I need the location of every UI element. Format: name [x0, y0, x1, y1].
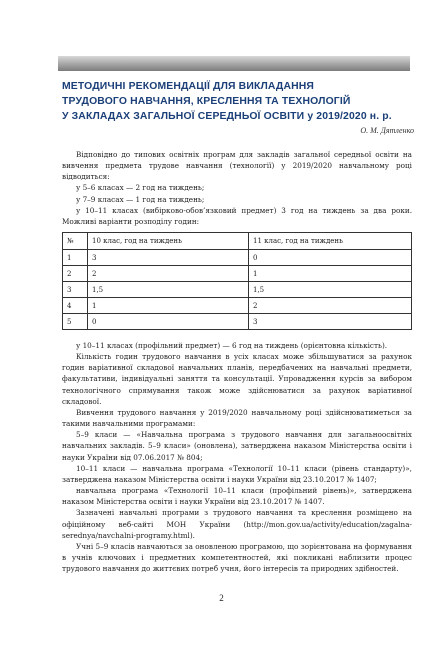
table-cell: 1,5 [249, 282, 412, 298]
table-cell: 2 [88, 266, 249, 282]
paragraph: у 7–9 класах — 1 год на тиждень; [76, 194, 205, 204]
paragraph: у 10–11 класах (профільний предмет) — 6 год на тиждень (орієнтовна кількість). [76, 341, 388, 350]
paragraph: 10–11 класи — навчальна програма «Технології 10–11 класи (рівень стандарту)», затверджена наказом Міністерства освіти і науки України від 23.10.2017 № 1407; [62, 463, 412, 484]
paragraph: у 10–11 класах (вибірково-обов’язковий предмет) 3 год на тиждень за два роки. Можливі варіанти розподілу годин: [62, 205, 412, 226]
paragraph: Відповідно до типових освітніх програм для закладів загальної середньої освіти на вивчення предмета трудове навчання (технології) у 2019/2020 навчальному році відводиться: [62, 150, 412, 182]
table-cell: 3 [249, 314, 412, 330]
table-cell: 1 [249, 266, 412, 282]
title-line: МЕТОДИЧНІ РЕКОМЕНДАЦІЇ ДЛЯ ВИКЛАДАННЯ [62, 81, 315, 92]
table-cell: 5 [63, 314, 88, 330]
table-header-row [63, 233, 412, 250]
main-text [62, 340, 412, 574]
paragraph: навчальна програма «Технології 10–11 класи (профільний рівень)», затверджена наказом Міністерства освіти і науки України від 23.10.2017 № 1407. [62, 486, 412, 507]
page-number: 2 [219, 593, 224, 603]
paragraph: Зазначені навчальні програми з трудового навчання та креслення розміщено на офіційному веб-сайті МОН України (http://mon.gov.ua/activity/education/zagalna-serednya/navchalni-programy.html). [62, 508, 412, 540]
header-banner [58, 56, 410, 71]
hours-distribution-table [62, 232, 412, 330]
table-cell: 3 [88, 250, 249, 266]
table-cell: 0 [88, 314, 249, 330]
table-row [63, 266, 412, 282]
table-cell: 1 [88, 298, 249, 314]
paragraph: Кількість годин трудового навчання в усіх класах може збільшуватися за рахунок годин варіативної складової навчальних планів, передбачених на навчальні предмети, факультативи, індивідуальні заняття та консультації. Упровадження курсів за вибором технологічного спрямування також може здійснюватися за рахунок варіативної складової. [62, 352, 412, 406]
title-line: ТРУДОВОГО НАВЧАННЯ, КРЕСЛЕННЯ ТА ТЕХНОЛОГІЙ [62, 96, 351, 107]
table-row [63, 298, 412, 314]
paragraph: Учні 5–9 класів навчаються за оновленою програмою, що зорієнтована на формування в учнів ключових і предметних компетентностей, які покликані наблизити процес трудового навчання до життєвих потреб учня, його інтересів та природних здібностей. [62, 541, 412, 574]
column-header: № [63, 233, 88, 250]
table-cell: 0 [249, 250, 412, 266]
intro-text [62, 149, 412, 227]
table-cell: 2 [249, 298, 412, 314]
column-header: 10 клас, год на тиждень [88, 233, 249, 250]
document-title [62, 79, 412, 124]
table-cell: 1 [63, 250, 88, 266]
table-cell: 1,5 [88, 282, 249, 298]
table-row [63, 282, 412, 298]
table-row [63, 314, 412, 330]
table-cell: 2 [63, 266, 88, 282]
paragraph: 5–9 класи — «Навчальна програма з трудового навчання для загальноосвітніх навчальних закладів. 5–9 класи» (оновлена), затверджена наказом Міністерства освіти і науки України від 07.06.2017 № 804; [62, 430, 412, 462]
paragraph: Вивчення трудового навчання у 2019/2020 навчальному році здійснюватиметься за такими навчальними програмами: [62, 407, 412, 429]
author-name: О. М. Дятленко [360, 126, 414, 135]
table-cell: 3 [63, 282, 88, 298]
title-line: У ЗАКЛАДАХ ЗАГАЛЬНОЇ СЕРЕДНЬОЇ ОСВІТИ у 2019/2020 н. р. [62, 111, 392, 122]
column-header: 11 клас, год на тиждень [249, 233, 412, 250]
table-row [63, 250, 412, 266]
table-cell: 4 [63, 298, 88, 314]
paragraph: у 5–6 класах — 2 год на тиждень; [76, 183, 205, 193]
